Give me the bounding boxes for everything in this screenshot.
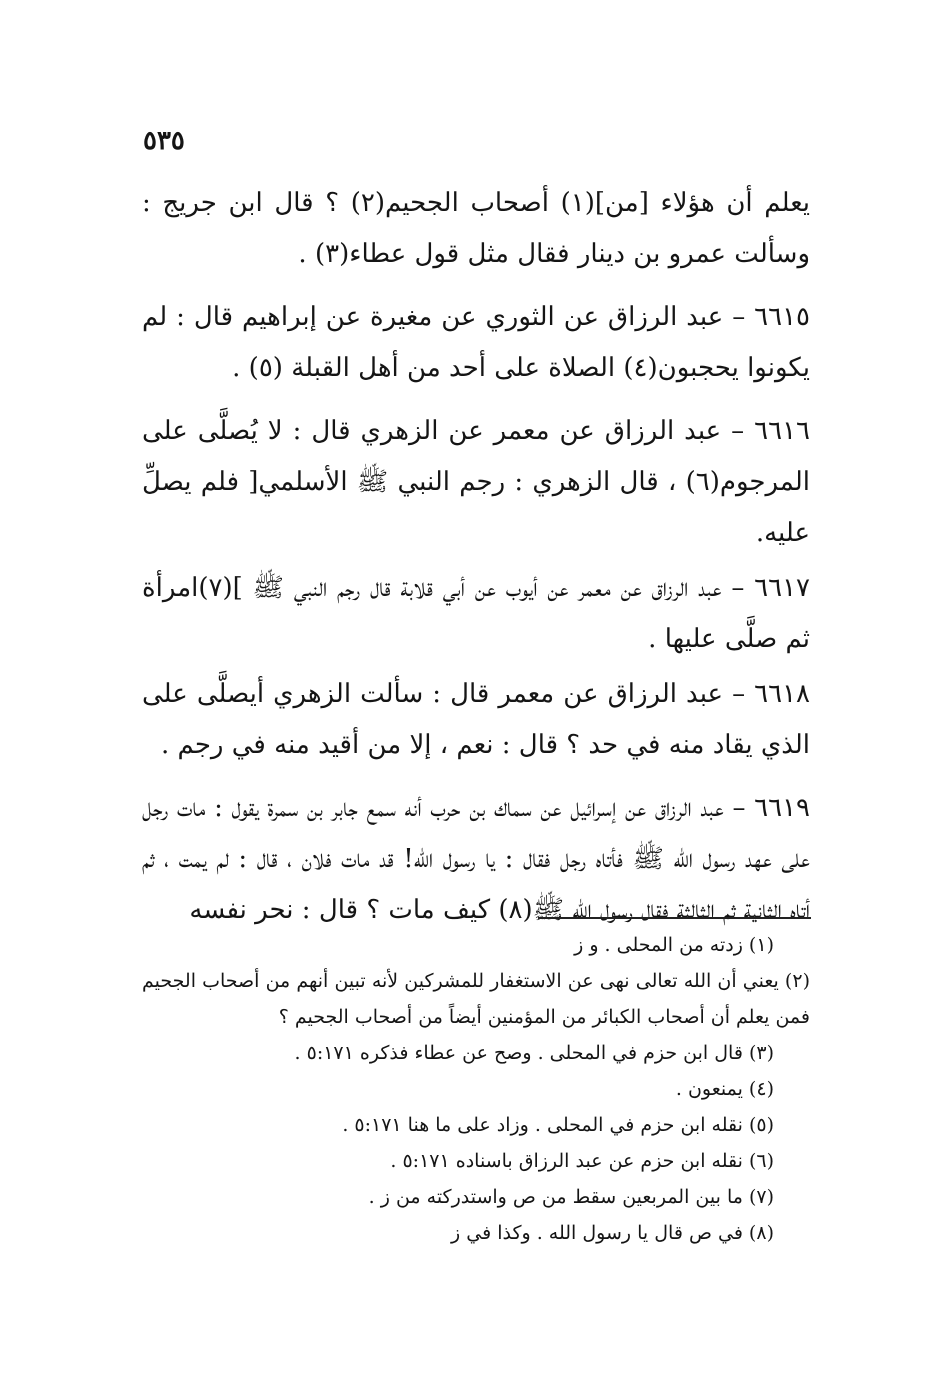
footnote-3: (٣) قال ابن حزم في المحلى . وصح عن عطاء فذكره ٥:١٧١ . (294, 1042, 774, 1064)
paragraph-6618: ٦٦١٨ – عبد الرزاق عن معمر قال : سألت الزهري أيصلَّى على الذي يقاد منه في حد ؟ قال : نعم ، إلا من أقيد منه في رجم . (142, 679, 810, 760)
footnote-1: (١) زدته من المحلى . و ز (574, 934, 774, 956)
paragraph-6616: ٦٦١٦ – عبد الرزاق عن معمر عن الزهري قال : لا يُصلَّى على المرجوم(٦) ، قال الزهري : رجم النبي ﷺ الأسلمي[ فلم يصلِّ عليه. (142, 416, 810, 548)
footnote-4: (٤) يمنعون . (675, 1078, 774, 1100)
page-number: ٥٣٥ (143, 126, 185, 156)
paragraph-continuation: يعلم أن هؤلاء [من](١) أصحاب الجحيم(٢) ؟ قال ابن جريج : وسألت عمرو بن دينار فقال مثل قول عطاء(٣) . (142, 188, 810, 269)
paragraph-6617: ٦٦١٧ – عبد الرزاق عن معمر عن أيوب عن أبي قلابة قال رجم النبي ﷺ ](٧)امرأة ثم صلَّى عليها . (142, 573, 810, 654)
footnotes (142, 927, 810, 1251)
footnote-6: (٦) نقله ابن حزم عن عبد الرزاق باسناده ٥:١٧١ . (390, 1150, 774, 1172)
footnote-7: (٧) ما بين المربعين سقط من ص واستدركته من ز . (368, 1186, 774, 1208)
footnote-divider (538, 917, 811, 919)
paragraph-6619: ٦٦١٩ – عبد الرزاق عن إسرائيل عن سماك بن حرب أنه سمع جابر بن سمرة يقول : مات رجل على عهد رسول الله ﷺ فأتاه رجل فقال : يا رسول الله! قد مات فلان ، قال : لم يمت ، ثم أتاه الثانية ثم الثالثة فقال رسول الله ﷺ(٨) كيف مات ؟ قال : نحر نفسه (142, 793, 810, 925)
footnote-5: (٥) نقله ابن حزم في المحلى . وزاد على ما هنا ٥:١٧١ . (342, 1114, 774, 1136)
footnote-2: (٢) يعني أن الله تعالى نهى عن الاستغفار للمشركين لأنه تبين أنهم من أصحاب الجحيم فمن يعلم أن أصحاب الكبائر من المؤمنين أيضاً من أصحاب الجحيم ؟ (142, 970, 810, 1028)
footnote-8: (٨) في ص قال يا رسول الله . وكذا في ز (451, 1222, 774, 1244)
main-text (142, 178, 810, 936)
paragraph-6615: ٦٦١٥ – عبد الرزاق عن الثوري عن مغيرة عن إبراهيم قال : لم يكونوا يحجبون(٤) الصلاة على أحد من أهل القبلة (٥) . (142, 302, 810, 383)
